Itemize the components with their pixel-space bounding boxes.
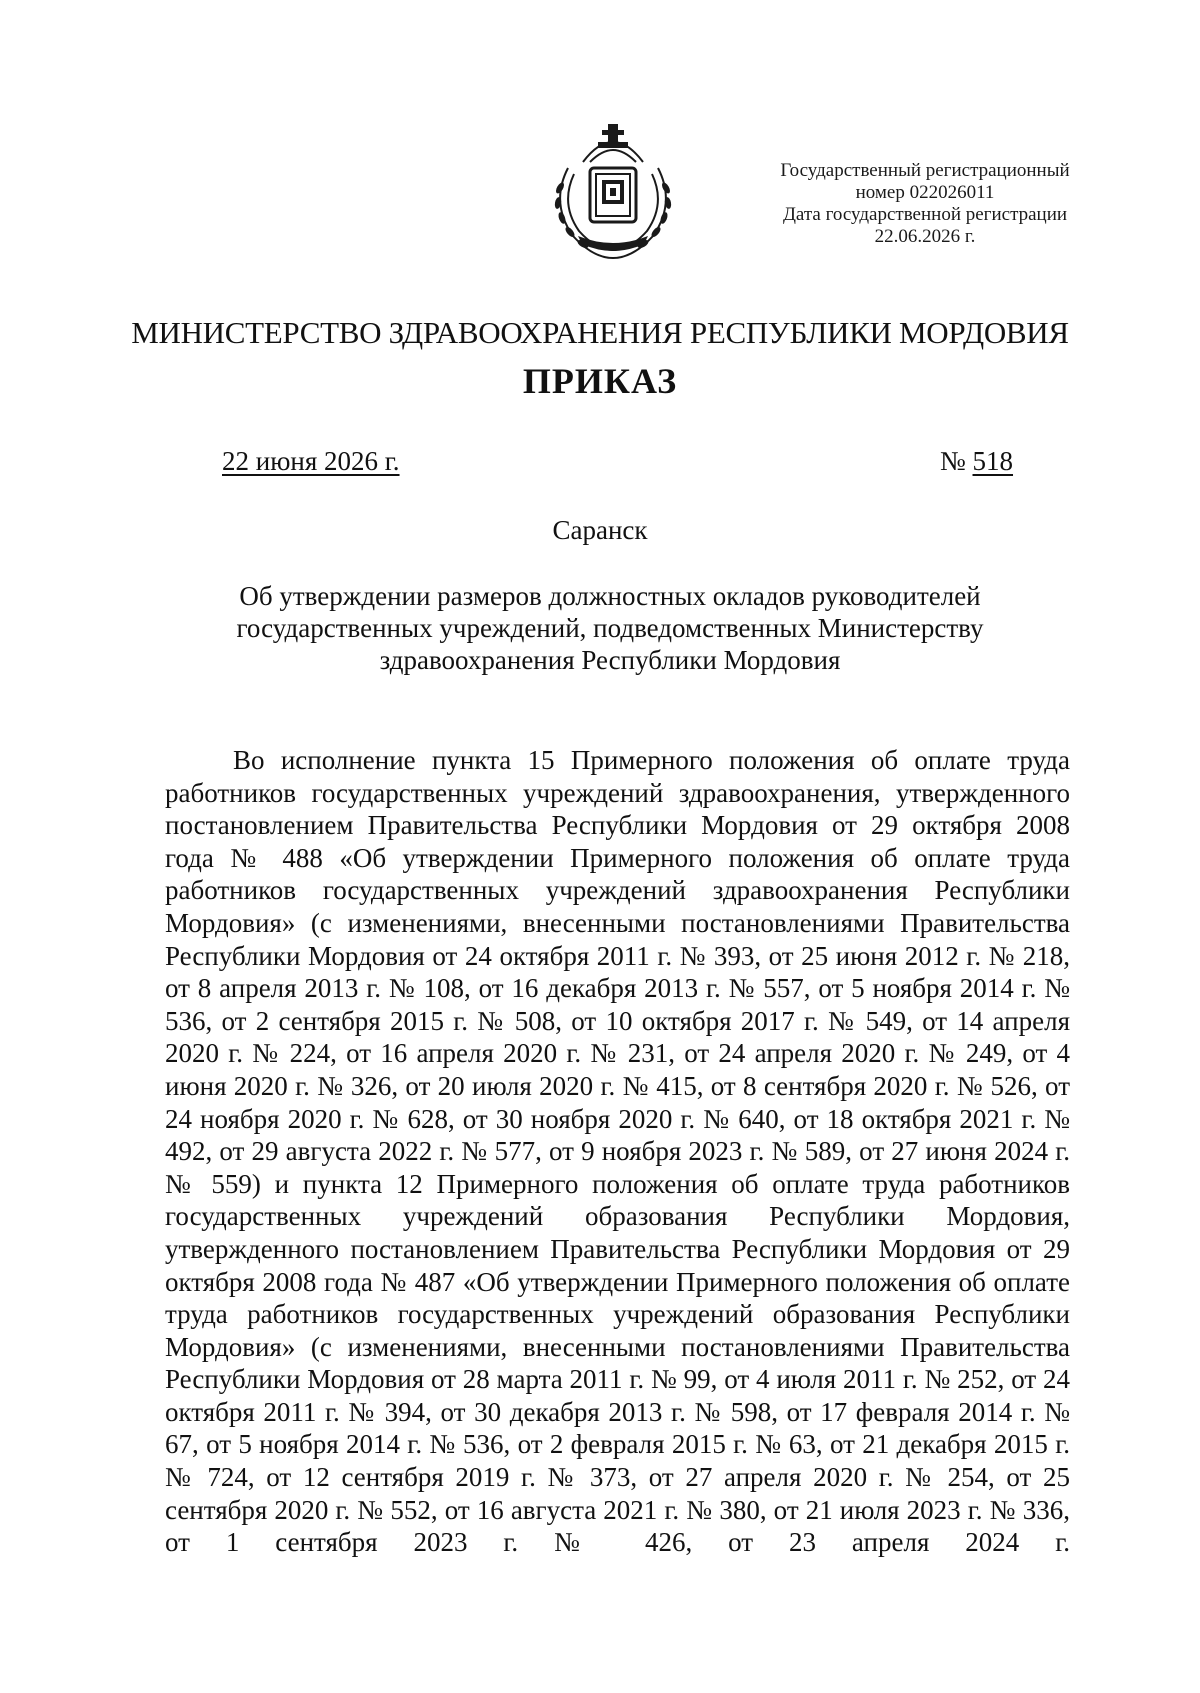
registration-line: Дата государственной регистрации xyxy=(782,204,1068,225)
number-value: 518 xyxy=(972,446,1014,476)
registration-block xyxy=(740,160,1110,248)
registration-line: Государственный регистрационный xyxy=(780,160,1070,181)
body-text: Во исполнение пункта 15 Примерного положения об оплате труда работников государственных учреждений здравоохранения, утвержденного постановлением Правительства Республики Мордовия от 29 октября 2008 года № 488 «Об утверждении Примерного положения об оплате труда работников государственных учреждений здравоохранения Республики Мордовия» (с изменениями, внесенными постановлениями Правительства Республики Мордовия от 24 октября 2011 г. № 393, от 25 июня 2012 г. № 218, от 8 апреля 2013 г. № 108, от 16 декабря 2013 г. № 557, от 5 ноября 2014 г. № 536, от 2 сентября 2015 г. № 508, от 10 октября 2017 г. № 549, от 14 апреля 2020 г. № 224, от 16 апреля 2020 г. № 231, от 24 апреля 2020 г. № 249, от 4 июня 2020 г. № 326, от 20 июля 2020 г. № 415, от 8 сентября 2020 г. № 526, от 24 ноября 2020 г. № 628, от 30 ноября 2020 г. № 640, от 18 октября 2021 г. № 492, от 29 августа 2022 г. № 577, от 9 ноября 2023 г. № 589, от 27 июня 2024 г. № 559) и пункта 12 Примерного положения об оплате труда работников государственных учреждений образования Республики Мордовия, утвержденного постановлением Правительства Республики Мордовия от 29 октября 2008 года № 487 «Об утверждении Примерного положения об оплате труда работников государственных учреждений образования Республики Мордовия» (с изменениями, внесенными постановлениями Правительства Республики Мордовия от 28 марта 2011 г. № 99, от 4 июля 2011 г. № 252, от 24 октября 2011 г. № 394, от 30 декабря 2013 г. № 598, от 17 февраля 2014 г. № 67, от 5 ноября 2014 г. № 536, от 2 февраля 2015 г. № 63, от 21 декабря 2015 г. № 724, от 12 сентября 2019 г. № 373, от 27 апреля 2020 г. № 254, от 25 сентября 2020 г. № 552, от 16 августа 2021 г. № 380, от 21 июля 2023 г. № 336, от 1 сентября 2023 г. № 426, от 23 апреля 2024 г. xyxy=(165,745,1070,1558)
registration-date: 22.06.2026 г. xyxy=(874,226,976,247)
number-sign: № xyxy=(940,446,966,476)
body-paragraph xyxy=(165,744,1070,1559)
mordovia-coat-of-arms-icon xyxy=(538,118,688,268)
document-type: ПРИКАЗ xyxy=(522,361,678,401)
order-date: 22 июня 2026 г. xyxy=(222,446,400,476)
ministry-name: МИНИСТЕРСТВО ЗДРАВООХРАНЕНИЯ РЕСПУБЛИКИ МОРДОВИЯ xyxy=(131,315,1069,350)
order-subject: Об утверждении размеров должностных окладов руководителей государственных учреждений, подведомственных Министерству здравоохранения Республики Мордовия xyxy=(236,581,984,675)
order-number xyxy=(940,446,1013,477)
city: Саранск xyxy=(552,515,648,545)
registration-number: номер 022026011 xyxy=(855,182,995,203)
